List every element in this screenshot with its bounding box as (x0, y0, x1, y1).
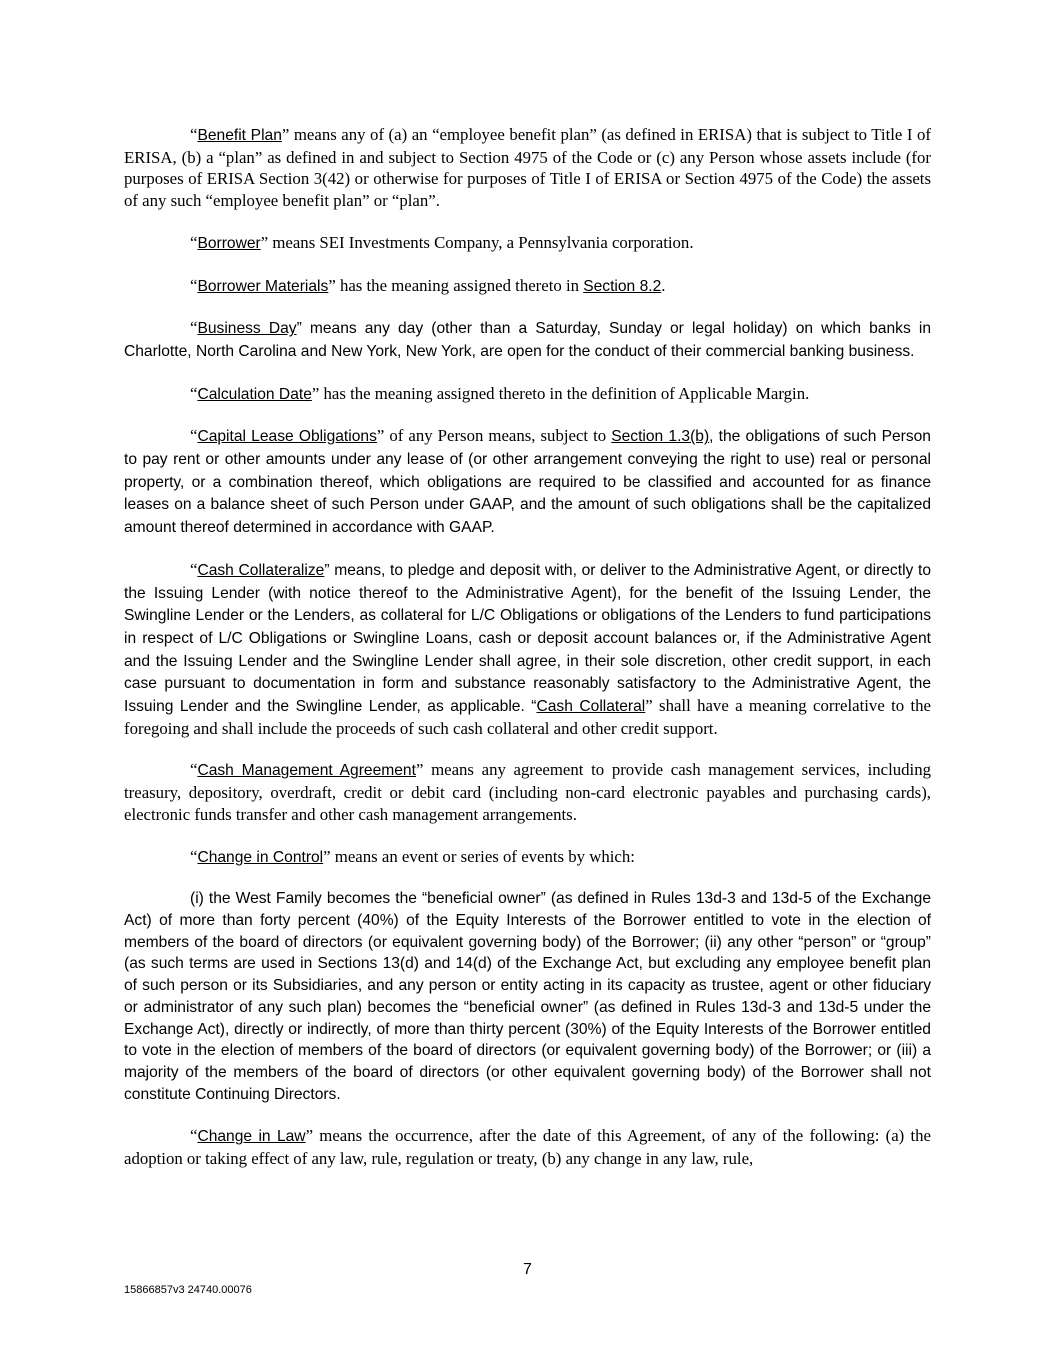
definition-text: ” has the meaning assigned thereto in the definition of Applicable Margin. (311, 383, 810, 403)
open-quote: “ (190, 275, 198, 295)
definition-text: ” means any day (other than a Saturday, Sunday or legal holiday) on which banks in Charlotte, North Carolina and New York, New York, are open for the conduct of their commercial banking business. (124, 320, 931, 360)
definition-cash-collateralize (124, 559, 931, 740)
defined-term: Borrower Materials (197, 277, 329, 295)
open-quote: “ (190, 383, 198, 403)
document-body (124, 124, 931, 1190)
defined-term-cash-collateral: Cash Collateral (536, 698, 646, 716)
definition-text: ” means the occurrence, after the date of this Agreement, of any of the following: (a) the adoption or taking effect of any law, rule, regulation or treaty, (b) any change in any law, rule, (124, 1126, 931, 1169)
definition-change-in-control (124, 846, 931, 869)
open-quote: “ (190, 846, 198, 866)
defined-term: Borrower (197, 234, 261, 252)
definition-benefit-plan (124, 124, 931, 212)
defined-term: Change in Control (197, 848, 324, 866)
change-in-control-clauses (124, 888, 931, 1105)
defined-term: Calculation Date (197, 385, 312, 403)
definition-text: (i) the West Family becomes the “beneficial owner” (as defined in Rules 13d-3 and 13d-5 of the Exchange Act) of more than forty percent (40%) of the Equity Interests of the Borrower entitled to vote in the election of members of the board of directors (or equivalent governing body) of the Borrower; (ii) any other “person” or “group” (as such terms are used in Sections 13(d) and 14(d) of the Exchange Act, but excluding any employee benefit plan of such person or its Subsidiaries, and any person or entity acting in its capacity as trustee, agent or other fiduciary or administrator of any such plan) becomes the “beneficial owner” (as defined in Rules 13d-3 and 13d-5 under the Exchange Act), directly or indirectly, of more than thirty percent (30%) of the Equity Interests of the Borrower entitled to vote in the election of members of the board of directors (or equivalent governing body) of the Borrower; or (iii) a majority of the members of the board of directors (or other equivalent governing body) of the Borrower shall not constitute Continuing Directors. (124, 890, 931, 1103)
definition-text: ” has the meaning assigned thereto in (328, 275, 584, 295)
defined-term: Business Day (197, 320, 297, 338)
section-reference: Section 8.2 (583, 277, 662, 295)
definition-text: ” of any Person means, subject to (376, 426, 612, 446)
definition-borrower-materials (124, 275, 931, 298)
definition-text: ” means an event or series of events by which: (323, 846, 635, 866)
definition-borrower (124, 232, 931, 255)
open-quote: “ (190, 559, 198, 579)
definition-text: ” means SEI Investments Company, a Pennsylvania corporation. (260, 232, 694, 252)
definition-text: ” means any of (a) an “employee benefit plan” (as defined in ERISA) that is subject to Title I of ERISA, (b) a “plan” as defined in and subject to Section 4975 of the Code or (c) any Person whose assets include (for purposes of ERISA Section 3(42) or otherwise for purposes of Title I of ERISA or Section 4975 of the Code) the assets of any such “employee benefit plan” or “plan”. (124, 125, 931, 211)
definition-text: ” means, to pledge and deposit with, or deliver to the Administrative Agent, or directly to the Issuing Lender (with notice thereof to the Administrative Agent), for the benefit of the Issuing Lender, the Swingline Lender or the Lenders, as collateral for L/C Obligations or obligations of the Lenders to fund participations in respect of L/C Obligations or Swingline Loans, cash or deposit account balances or, if the Administrative Agent and the Issuing Lender and the Swingline Lender shall agree, in their sole discretion, other credit support, in each case pursuant to documentation in form and substance reasonably satisfactory to the Administrative Agent, the Issuing Lender and the Swingline Lender, as applicable. “ (124, 561, 932, 716)
definition-tail: , the obligations of such Person to pay rent or other amounts under any lease of (or other arrangement conveying the right to use) real or personal property, or a combination thereof, which obligations are required to be classified and accounted for as finance leases on a balance sheet of such Person under GAAP, and the amount of such obligations shall be the capitalized amount thereof determined in accordance with GAAP. (124, 428, 931, 537)
open-quote: “ (190, 1126, 198, 1146)
definition-cash-management-agreement (124, 759, 931, 825)
defined-term: Benefit Plan (197, 127, 282, 144)
open-quote: “ (190, 426, 198, 446)
page-number: 7 (523, 1261, 532, 1278)
definition-tail: . (661, 275, 666, 295)
defined-term: Capital Lease Obligations (197, 428, 377, 446)
defined-term: Cash Collateralize (197, 561, 325, 579)
definition-change-in-law (124, 1125, 931, 1169)
open-quote: “ (190, 232, 198, 252)
definition-tail: ” shall have a meaning correlative to the foregoing and shall include the proceeds of such cash collateral and other credit support. (124, 696, 932, 738)
open-quote: “ (190, 125, 198, 144)
section-reference: Section 1.3(b) (611, 428, 710, 446)
definition-business-day (124, 317, 931, 362)
defined-term: Cash Management Agreement (197, 762, 416, 780)
open-quote: “ (190, 760, 198, 780)
defined-term: Change in Law (197, 1128, 306, 1146)
definition-calculation-date (124, 383, 931, 406)
document-id: 15866857v3 24740.00076 (124, 1284, 252, 1296)
open-quote: “ (190, 318, 198, 338)
definition-capital-lease-obligations (124, 425, 931, 539)
definition-text: ” means any agreement to provide cash management services, including treasury, depository, overdraft, credit or debit card (including non-card electronic payables and purchasing cards), electronic funds transfer and other cash management arrangements. (124, 760, 931, 824)
